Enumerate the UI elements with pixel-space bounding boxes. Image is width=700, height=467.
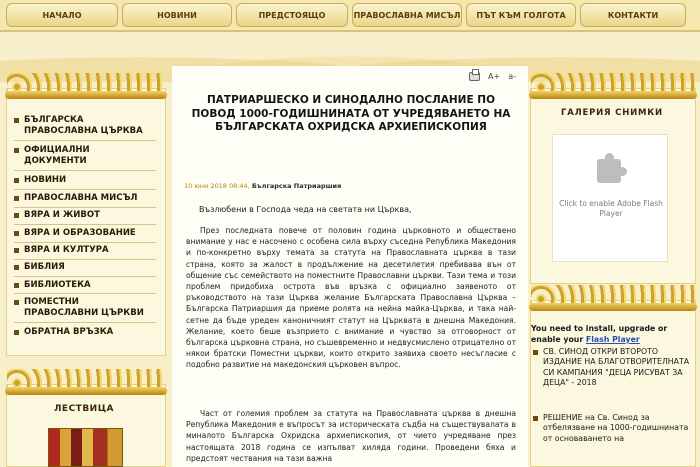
sidebar-item-label: БЪЛГАРСКА ПРАВОСЛАВНА ЦЪРКВА bbox=[24, 115, 143, 136]
article-paragraph: Част от големия проблем за статута на Православната църква в днешна Република Македония е въпросът за историческата съдба на съществувалата в миналото Българска Охридска архиепископия, от чието учредяване през настоящата 2018 година се изпълват хиляда години. Проведени бяха и предстоят чествания на тази важна bbox=[186, 409, 516, 463]
menu-divider bbox=[14, 207, 156, 208]
sidebar-item-faith-and-education[interactable] bbox=[14, 228, 154, 239]
article-author: Българска Патриаршия bbox=[251, 182, 342, 190]
article-paragraph: През последната повече от половин година църковното и обществено внимание у нас е насочено с особена сила върху съседна Република Македония и по-конкретно върху темата за статута на Православната църква в тази страна, която за жалост в продължение на десетилетия пребивава вън от общение със семейството на поместните Православни църкви. Тази тема и този проблем придобиха острота във връзка с официално заявеното от ръководството на тази Църква желание Българската Православна Църква – Българска Патриаршия да приеме ролята на нейна майка-Църква, и така най-сетне да бъде уреден каноничният статут на Църквата в днешна Македония. Желание, което беше възприето с внимание и чувство за отговорност от българска църковна страна, но съшевременно и недвусмислено отрицателно от някои братски Поместни църкви, които открито заявиха своето несъгласие с подобно развитие на македонския църковен въпрос. bbox=[186, 226, 516, 370]
news-item-text: РЕШЕНИЕ на Св. Синод за отбелязване на 1000-годишнината от основаването на bbox=[543, 413, 689, 443]
flash-player-box[interactable] bbox=[552, 134, 668, 262]
menu-divider bbox=[14, 242, 156, 243]
bullet-icon bbox=[14, 231, 19, 236]
nav-orthodox-thought[interactable]: ПРАВОСЛАВНА МИСЪЛ bbox=[352, 3, 462, 27]
sidebar-item-official-documents[interactable] bbox=[14, 145, 154, 167]
menu-divider bbox=[14, 259, 156, 260]
bullet-icon bbox=[14, 330, 19, 335]
article-meta bbox=[184, 182, 341, 190]
install-text: You need to install, upgrade or enable your bbox=[531, 324, 668, 344]
menu-divider bbox=[14, 170, 156, 171]
menu-divider bbox=[14, 276, 156, 277]
flash-install-notice bbox=[531, 323, 699, 345]
news-item[interactable] bbox=[533, 413, 697, 467]
print-icon[interactable] bbox=[469, 72, 480, 81]
sidebar-item-label: ОБРАТНА ВРЪЗКА bbox=[24, 327, 114, 337]
menu-divider bbox=[14, 140, 156, 141]
nav-upcoming[interactable]: ПРЕДСТОЯЩО bbox=[236, 3, 348, 27]
ladder-heading: ЛЕСТВИЦА bbox=[53, 404, 115, 414]
ladder-image[interactable] bbox=[48, 428, 123, 467]
sidebar-item-label: ВЯРА И ОБРАЗОВАНИЕ bbox=[24, 228, 136, 238]
nav-road-to-golgotha[interactable]: ПЪТ КЪМ ГОЛГОТА bbox=[466, 3, 576, 27]
bullet-icon bbox=[14, 178, 19, 183]
bullet-icon bbox=[14, 213, 19, 218]
article-tools bbox=[469, 72, 516, 81]
sidebar-item-bulgarian-church[interactable] bbox=[14, 115, 154, 137]
bullet-icon bbox=[14, 265, 19, 270]
sidebar-item-label: ПРАВОСЛАВНА МИСЪЛ bbox=[24, 193, 138, 203]
bullet-icon bbox=[14, 148, 19, 153]
nav-news[interactable]: НОВИНИ bbox=[122, 3, 232, 27]
panel-cap-bar bbox=[529, 303, 697, 311]
news-item[interactable] bbox=[533, 347, 697, 389]
sidebar-item-bible[interactable] bbox=[14, 262, 154, 273]
menu-divider bbox=[14, 322, 156, 323]
sidebar-item-label: БИБЛИЯ bbox=[24, 262, 65, 272]
panel-cap-bar bbox=[5, 387, 167, 395]
sidebar-item-library[interactable] bbox=[14, 280, 154, 291]
panel-cap-bar bbox=[529, 91, 697, 99]
article-greeting: Възлюбени в Господа чеда на светата ни Църква, bbox=[199, 205, 412, 214]
sidebar-item-label: ПОМЕСТНИ ПРАВОСЛАВНИ ЦЪРКВИ bbox=[24, 297, 144, 318]
sidebar-item-label: ВЯРА И КУЛТУРА bbox=[24, 245, 109, 255]
article-title: ПАТРИАРШЕСКО И СИНОДАЛНО ПОСЛАНИЕ ПО ПОВОД 1000-ГОДИШНИНАТА ОТ УЧРЕДЯВАНЕТО НА БЪЛГАРСКАТА ОХРИДСКА АРХИЕПИСКОПИЯ bbox=[191, 94, 511, 133]
sidebar-item-faith-and-life[interactable] bbox=[14, 210, 154, 221]
sidebar-item-local-churches[interactable] bbox=[14, 297, 154, 319]
bullet-icon bbox=[533, 416, 538, 421]
sidebar-item-news[interactable] bbox=[14, 175, 154, 186]
news-item-text: СВ. СИНОД ОТКРИ ВТОРОТО ИЗДАНИЕ НА БЛАГОТВОРИТЕЛНАТА СИ КАМПАНИЯ "ДЕЦА РИСУВАТ ЗА ДЕЦА" - 2018 bbox=[543, 347, 690, 388]
sidebar-item-label: НОВИНИ bbox=[24, 175, 67, 185]
nav-contacts[interactable]: КОНТАКТИ bbox=[580, 3, 686, 27]
menu-divider bbox=[14, 189, 156, 190]
sidebar-item-label: БИБЛИОТЕКА bbox=[24, 280, 91, 290]
bullet-icon bbox=[14, 118, 19, 123]
sidebar-item-feedback[interactable] bbox=[14, 327, 154, 338]
bullet-icon bbox=[14, 300, 19, 305]
menu-divider bbox=[14, 224, 156, 225]
flash-player-link[interactable]: Flash Player bbox=[585, 335, 640, 344]
font-decrease-button[interactable]: a- bbox=[508, 72, 516, 81]
bullet-icon bbox=[14, 248, 19, 253]
sidebar-item-label: ОФИЦИАЛНИ ДОКУМЕНТИ bbox=[24, 145, 90, 166]
font-increase-button[interactable]: A+ bbox=[488, 72, 501, 81]
flash-plugin-icon bbox=[597, 159, 621, 183]
sidebar-item-faith-and-culture[interactable] bbox=[14, 245, 154, 256]
bullet-icon bbox=[14, 196, 19, 201]
flash-enable-text: Click to enable Adobe Flash Player bbox=[559, 199, 663, 218]
bullet-icon bbox=[533, 350, 538, 355]
top-navigation bbox=[0, 0, 700, 32]
nav-home[interactable]: НАЧАЛО bbox=[6, 3, 118, 27]
article-date: 10 юни 2018 08:44, bbox=[184, 182, 250, 190]
sidebar-item-label: ВЯРА И ЖИВОТ bbox=[24, 210, 100, 220]
menu-divider bbox=[14, 293, 156, 294]
bullet-icon bbox=[14, 283, 19, 288]
panel-cap-bar bbox=[5, 91, 167, 99]
gallery-heading: ГАЛЕРИЯ СНИМКИ bbox=[561, 108, 663, 118]
sidebar-item-orthodox-thought[interactable] bbox=[14, 193, 154, 204]
